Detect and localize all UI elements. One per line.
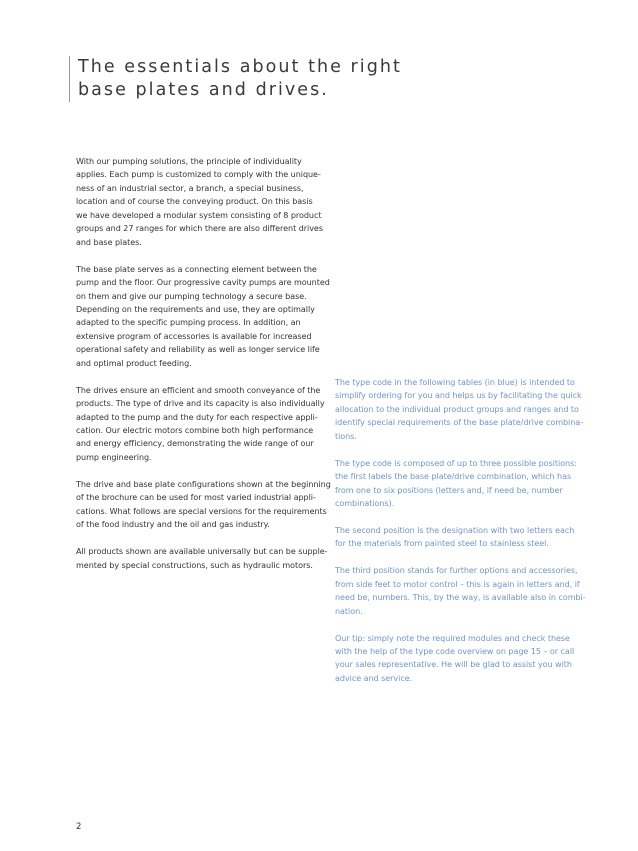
left-column-text-line: pump engineering. [76, 452, 152, 462]
right-column-text-line: advice and service. [335, 673, 413, 683]
right-column-text-line: your sales representative. He will be glad to assist you with [335, 660, 572, 670]
right-column-text-line: The type code in the following tables (in blue) is intended to [335, 378, 575, 387]
page-title-line: The essentials about the right [78, 57, 402, 77]
left-column-text-line: we have developed a modular system consisting of 8 product [76, 210, 322, 220]
right-column-text-line: The third position stands for further options and accessories, [335, 566, 578, 576]
right-column-text-line: simplify ordering for you and helps us by facilitating the quick [335, 391, 582, 401]
left-column-paragraph [76, 478, 331, 532]
left-text-column [76, 155, 331, 585]
left-column-text-line: products. The type of drive and its capacity is also individually [76, 399, 325, 409]
left-column-text-line: cation. Our electric motors combine both high performance [76, 426, 314, 436]
left-column-text-line: ness of an industrial sector, a branch, a special business, [76, 183, 304, 193]
left-column-text-line: location and of course the conveying product. On this basis [76, 197, 313, 207]
left-column-text-line: operational safety and reliability as well as longer service life [76, 345, 320, 355]
left-column-text-line: With our pumping solutions, the principle of individuality [76, 157, 302, 166]
left-column-text-line: and base plates. [76, 237, 142, 247]
right-column-text-line: need be, numbers. This, by the way, is available also in combi- [335, 593, 586, 603]
left-column-text-line: applies. Each pump is customized to comply with the unique- [76, 170, 321, 180]
right-column-text-line: combinations). [335, 499, 395, 509]
left-column-paragraph [76, 155, 326, 249]
left-column-text-line: and energy efficiency, demonstrating the wide range of our [76, 439, 314, 449]
left-column-text-line: extensive program of accessories is available for increased [76, 331, 312, 341]
right-column-text-line: nation. [335, 606, 363, 616]
right-column-text-line: tions. [335, 431, 357, 441]
left-column-text-line: adapted to the specific pumping process. In addition, an [76, 318, 301, 328]
right-column-text-line: for the materials from painted steel to stainless steel. [335, 539, 549, 549]
left-column-text-line: of the food industry and the oil and gas industry. [76, 520, 270, 530]
left-column-text-line: The base plate serves as a connecting element between the [76, 264, 317, 274]
left-column-text-line: cations. What follows are special versions for the requirements [76, 506, 327, 516]
right-column-text-line: The type code is composed of up to three possible positions: [335, 458, 577, 468]
right-column-paragraph [335, 457, 585, 511]
left-column-text-line: adapted to the pump and the duty for each respective appli- [76, 412, 318, 422]
right-column-text-line: from one to six positions (letters and, if need be, number [335, 485, 563, 495]
right-column-text-line: the first labels the base plate/drive combination, which has [335, 472, 572, 482]
left-column-text-line: and optimal product feeding. [76, 358, 192, 368]
left-column-text-line: The drive and base plate configurations shown at the beginning [76, 479, 331, 489]
left-column-text-line: of the brochure can be used for most varied industrial appli- [76, 493, 316, 503]
left-column-text-line: pump and the floor. Our progressive cavity pumps are mounted [76, 278, 330, 288]
page-title-line: base plates and drives. [78, 80, 329, 100]
right-column-text-line: from side feet to motor control – this is again in letters and, if [335, 579, 580, 589]
page-title [69, 56, 638, 102]
left-column-text-line: All products shown are available universally but can be supple- [76, 547, 328, 557]
right-column-text-line: identify special requirements of the base plate/drive combina- [335, 418, 584, 428]
right-column-paragraph [335, 376, 585, 443]
left-column-text-line: Depending on the requirements and use, they are optimally [76, 304, 315, 314]
right-column-paragraph [335, 564, 585, 618]
right-text-column [335, 376, 585, 699]
right-column-text-line: allocation to the individual product groups and ranges and to [335, 404, 579, 414]
right-column-paragraph [335, 524, 585, 551]
page-number: 2 [76, 822, 82, 832]
right-column-text-line: The second position is the designation with two letters each [335, 525, 575, 535]
left-column-text-line: groups and 27 ranges for which there are also different drives [76, 224, 323, 234]
left-column-text-line: The drives ensure an efficient and smooth conveyance of the [76, 385, 321, 395]
right-column-paragraph [335, 632, 585, 686]
right-column-text-line: with the help of the type code overview on page 15 – or call [335, 647, 575, 656]
right-column-text-line: Our tip: simply note the required modules and check these [335, 633, 570, 643]
left-column-text-line: mented by special constructions, such as hydraulic motors. [76, 560, 313, 570]
left-column-paragraph [76, 384, 326, 465]
left-column-text-line: on them and give our pumping technology a secure base. [76, 291, 307, 301]
left-column-paragraph [76, 545, 326, 572]
left-column-paragraph [76, 263, 330, 371]
